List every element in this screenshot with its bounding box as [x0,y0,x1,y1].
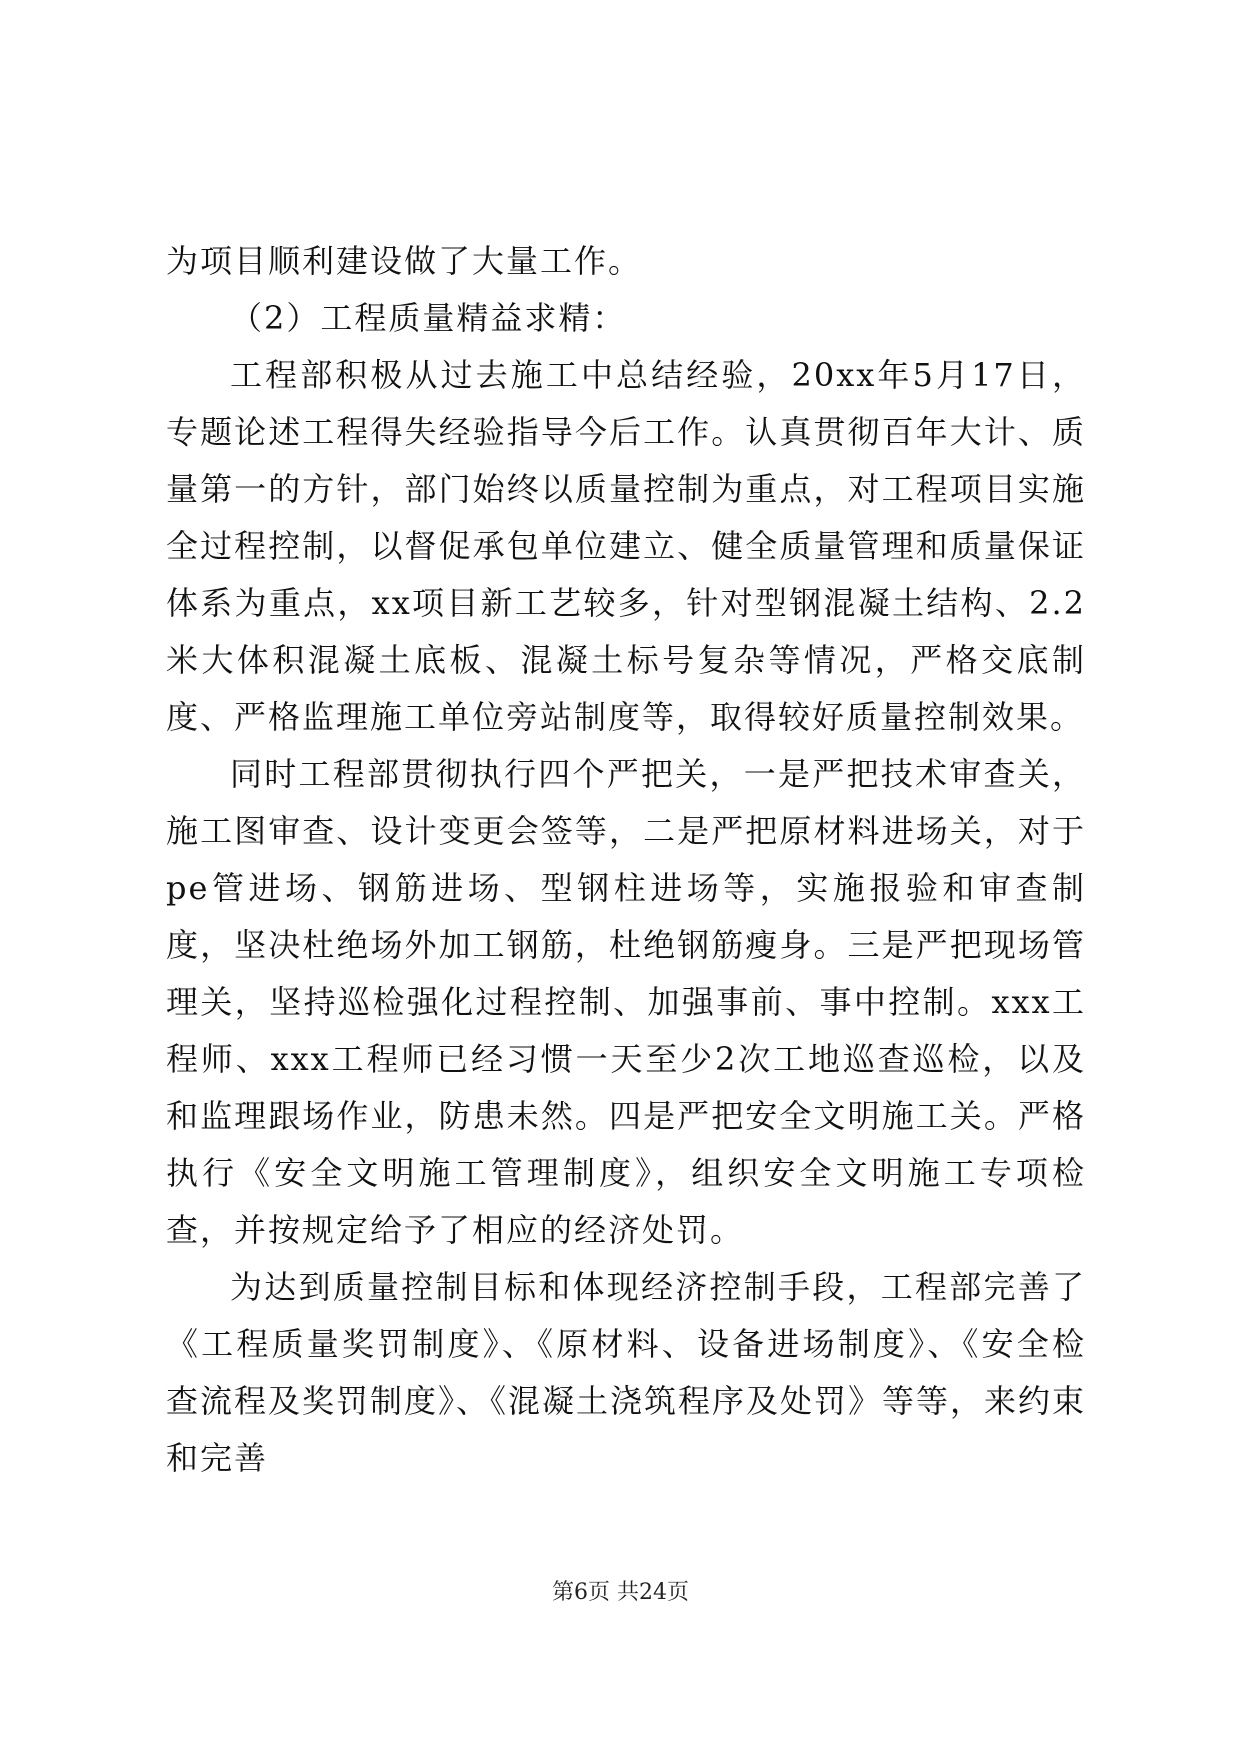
paragraph-four-checks: 同时工程部贯彻执行四个严把关，一是严把技术审查关，施工图审查、设计变更会签等，二是严把原材料进场关，对于pe管进场、钢筋进场、型钢柱进场等，实施报验和审查制度，坚决杜绝场外加工钢筋，杜绝钢筋瘦身。三是严把现场管理关，坚持巡检强化过程控制、加强事前、事中控制。xxx工程师、xxx工程师已经习惯一天至少2次工地巡查巡检，以及和监理跟场作业，防患未然。四是严把安全文明施工关。严格执行《安全文明施工管理制度》，组织安全文明施工专项检查，并按规定给予了相应的经济处罚。 [166,755,1086,1249]
section-heading: （2）工程质量精益求精： [230,299,627,337]
page-footer [0,1578,1241,1608]
page-number: 第6页 共24页 [552,1580,689,1605]
paragraph-continuation: 为项目顺利建设做了大量工作。 [166,242,643,280]
paragraph-regulations: 为达到质量控制目标和体现经济控制手段，工程部完善了《工程质量奖罚制度》、《原材料、设备进场制度》、《安全检查流程及奖罚制度》、《混凝土浇筑程序及处罚》等等，来约束和完善 [166,1268,1087,1477]
document-body [166,233,1086,1487]
paragraph-quality-control: 工程部积极从过去施工中总结经验，20xx年5月17日，专题论述工程得失经验指导今后工作。认真贯彻百年大计、质量第一的方针，部门始终以质量控制为重点，对工程项目实施全过程控制，以督促承包单位建立、健全质量管理和质量保证体系为重点，xx项目新工艺较多，针对型钢混凝土结构、2.2米大体积混凝土底板、混凝土标号复杂等情况，严格交底制度、严格监理施工单位旁站制度等，取得较好质量控制效果。 [166,356,1086,736]
